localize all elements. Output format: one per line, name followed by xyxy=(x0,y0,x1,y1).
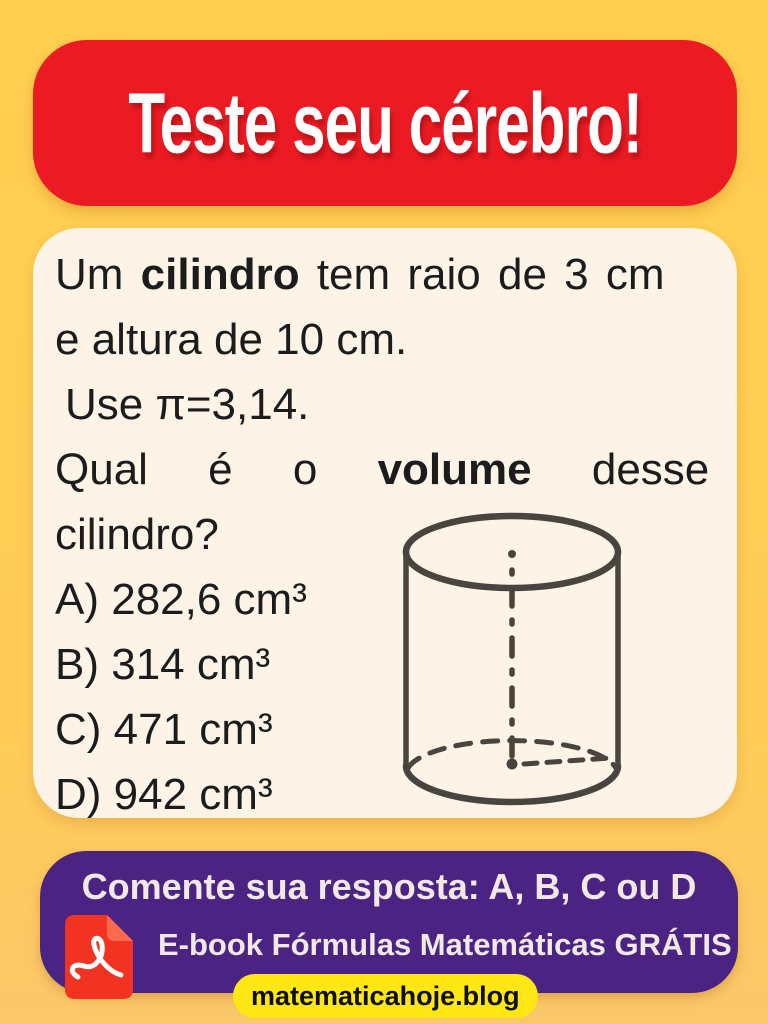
header-banner xyxy=(33,40,737,206)
option-d: D) 942 cm³ xyxy=(55,770,273,819)
option-c: C) 471 cm³ xyxy=(55,705,273,754)
ebook-cta: E-book Fórmulas Matemáticas GRÁTIS xyxy=(158,927,732,962)
question-line-4 xyxy=(55,437,737,502)
question-line-1 xyxy=(55,242,737,307)
question-line-5: cilindro? xyxy=(55,510,219,559)
footer-banner xyxy=(40,851,738,993)
question-line-2: e altura de 10 cm. xyxy=(55,315,408,364)
question-line-4-pre: Qual é o xyxy=(55,445,318,494)
page-title: Teste seu cérebro! xyxy=(128,74,642,172)
question-line-4-post: desse xyxy=(591,445,710,494)
question-line-3: Use π=3,14. xyxy=(65,380,310,429)
question-line-1-bold: cilindro xyxy=(140,250,300,299)
question-line-1-pre: Um xyxy=(55,250,124,299)
question-card xyxy=(33,228,737,818)
question-line-4-bold: volume xyxy=(377,445,532,494)
cylinder-diagram-icon xyxy=(400,512,624,808)
pdf-icon xyxy=(65,915,133,999)
site-link[interactable]: matematicahoje.blog xyxy=(233,974,538,1018)
comment-cta: Comente sua resposta: A, B, C ou D xyxy=(81,866,697,907)
question-line-1-post: tem raio de 3 cm xyxy=(316,250,665,299)
option-a: A) 282,6 cm³ xyxy=(55,575,307,624)
option-b: B) 314 cm³ xyxy=(55,640,271,689)
